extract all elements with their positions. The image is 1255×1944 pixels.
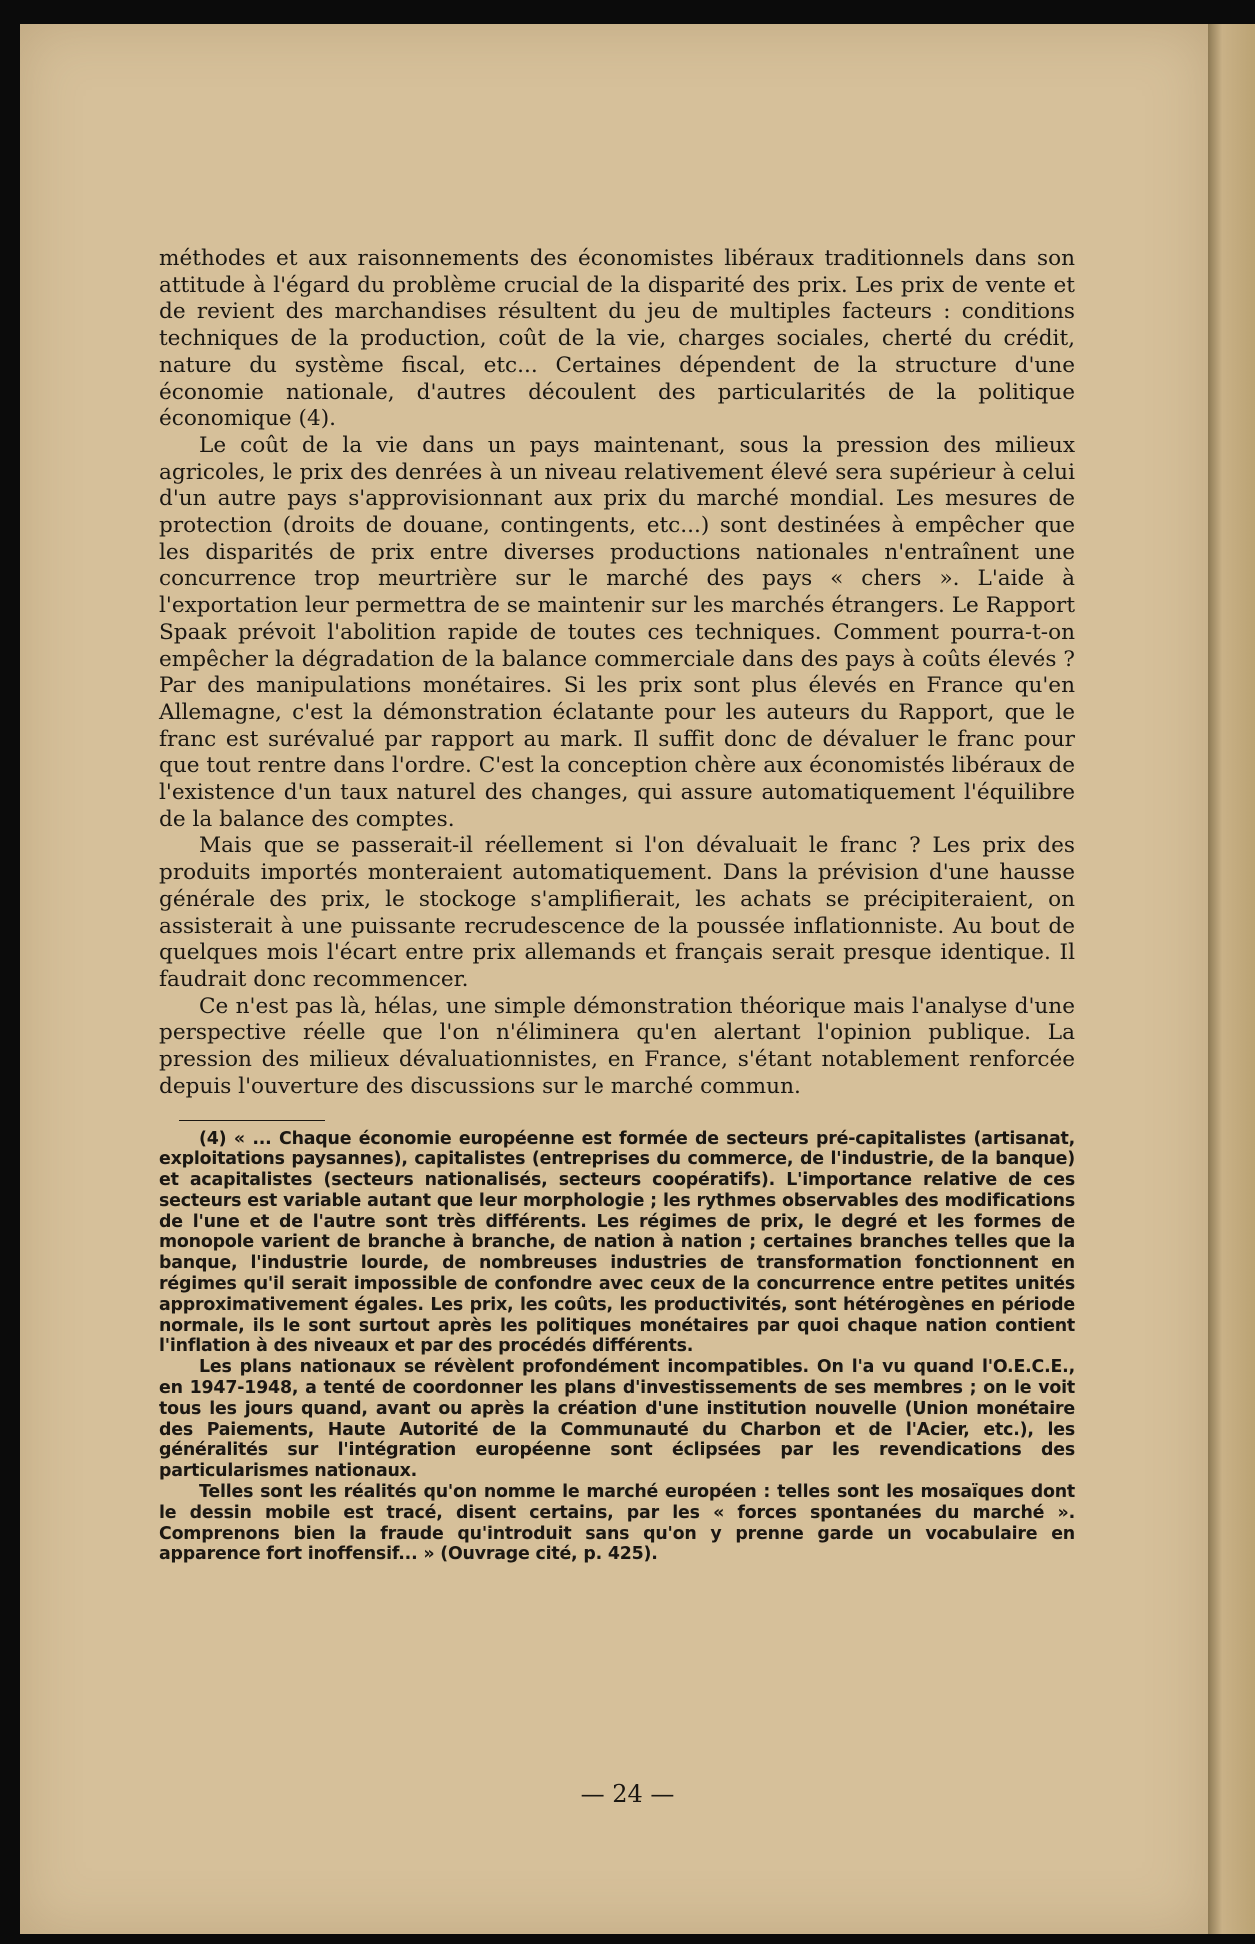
paragraph-2: Le coût de la vie dans un pays maintenant, sous la pression des milieux agricoles, le prix des denrées à un niveau relativement élevé sera supérieur à celui d'un autre pays s'approvisionnant aux prix du marché mondial. Les mesures de protection (droits de douane, contingents, etc...) sont destinées à empêcher que les disparités de prix entre diverses productions nationales n'entraînent une concurrence trop meurtrière sur le marché des pays « chers ». L'aide à l'exportation leur permettra de se maintenir sur les marchés étrangers. Le Rapport Spaak prévoit l'abolition rapide de toutes ces techniques. Comment pourra-t-on empêcher la dégradation de la balance commerciale dans des pays à coûts élevés ? Par des manipulations monétaires. Si les prix sont plus élevés en France qu'en Allemagne, c'est la démonstration éclatante pour les auteurs du Rapport, que le franc est surévalué par rapport au mark. Il suffit donc de dévaluer le franc pour que tout rentre dans l'ordre. C'est la conception chère aux économistés libéraux de l'existence d'un taux naturel des changes, qui assure automatiquement l'équilibre de la balance des comptes. [159,432,1075,832]
footnote-3: Telles sont les réalités qu'on nomme le marché européen : telles sont les mosaïques dont le dessin mobile est tracé, disent certains, par les « forces spontanées du marché ». Comprenons bien la fraude qu'introduit sans qu'on y prenne garde un vocabulaire en apparence fort inoffensif... » (Ouvrage cité, p. 425). [159,1482,1075,1565]
footnotes [159,1129,1075,1566]
paragraph-3: Mais que se passerait-il réellement si l'on dévaluait le franc ? Les prix des produits importés monteraient automatiquement. Dans la prévision d'une hausse générale des prix, le stockoge s'amplifierait, les achats se précipiteraient, on assisterait à une puissante recrudescence de la poussée inflationniste. Au bout de quelques mois l'écart entre prix allemands et français serait presque identique. Il faudrait donc recommencer. [159,833,1075,992]
footnote-1: (4) « ... Chaque économie européenne est formée de secteurs pré-capitalistes (artisanat, exploitations paysannes), capitalistes (entreprises du commerce, de l'industrie, de la banque) et acapitalistes (secteurs nationalisés, secteurs coopératifs). L'importance relative de ces secteurs est variable autant que leur morphologie ; les rythmes observables des modifications de l'une et de l'autre sont très différents. Les régimes de prix, le degré et les formes de monopole varient de branche à branche, de nation à nation ; certaines branches telles que la banque, l'industrie lourde, de nombreuses industries de transformation fonctionnent en régimes qu'il serait impossible de confondre avec ceux de la concurrence entre petites unités approximativement égales. Les prix, les coûts, les productivités, sont hétérogènes en période normale, ils le sont surtout après les politiques monétaires par quoi chaque nation contient l'inflation à des niveaux et par des procédés différents. [159,1128,1075,1357]
page-number: — 24 — [580,1780,675,1808]
page-content [159,246,1075,1565]
paragraph-4: Ce n'est pas là, hélas, une simple démonstration théorique mais l'analyse d'une perspective réelle que l'on n'éliminera qu'en alertant l'opinion publique. La pression des milieux dévaluationnistes, en France, s'étant notablement renforcée depuis l'ouverture des discussions sur le marché commun. [159,993,1075,1099]
footnote-2: Les plans nationaux se révèlent profondément incompatibles. On l'a vu quand l'O.E.C.E., en 1947-1948, a tenté de coordonner les plans d'investissements de ses membres ; on le voit tous les jours quand, avant ou après la création d'une institution nouvelle (Union monétaire des Paiements, Haute Autorité de la Communauté du Charbon et de l'Acier, etc.), les généralités sur l'intégration européenne sont éclipsées par les revendications des particularismes nationaux. [159,1357,1075,1482]
body-text [159,246,1075,1101]
footnote-rule [179,1120,325,1121]
paragraph-1: méthodes et aux raisonnements des économistes libéraux traditionnels dans son attitude à l'égard du problème crucial de la disparité des prix. Les prix de vente et de revient des marchandises résultent du jeu de multiples facteurs : conditions techniques de la production, coût de la vie, charges sociales, cherté du crédit, nature du système fiscal, etc... Certaines dépendent de la structure d'une économie nationale, d'autres découlent des particularités de la politique économique (4). [159,246,1075,432]
page-edge [1208,24,1255,1934]
